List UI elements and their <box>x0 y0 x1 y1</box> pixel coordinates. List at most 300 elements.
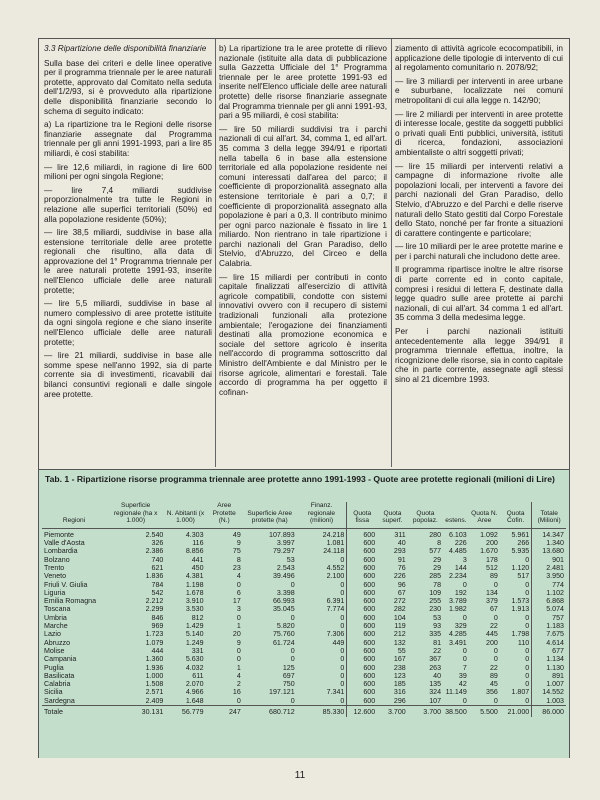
region-cell: Liguria <box>44 588 66 597</box>
table-header-row <box>42 502 566 528</box>
value-cell: 192 <box>454 588 467 597</box>
body-paragraph: a) La ripartizione tra le Regioni delle risorse finanziarie assegnate dal Programma triennale per gli anni 1991-1993, pari a lire 85 miliardi, è così stabilita: <box>44 120 212 158</box>
value-cell: 6.103 <box>449 530 467 539</box>
value-cell: 0 <box>525 580 530 589</box>
value-cell: 1.360 <box>145 655 164 664</box>
value-cell: 600 <box>347 688 377 696</box>
value-cell: 1.000 <box>145 671 164 680</box>
value-cell: 2.409 <box>145 696 164 705</box>
value-cell: 5.500 <box>469 706 500 718</box>
value-cell: 230 <box>429 605 442 614</box>
value-cell: 8 <box>437 539 442 548</box>
value-cell: 67 <box>489 605 498 614</box>
value-cell: 14.552 <box>532 688 566 696</box>
value-cell: 1.120 <box>511 563 530 572</box>
value-cell: 784 <box>151 580 164 589</box>
value-cell: 96 <box>397 580 406 589</box>
value-cell: 444 <box>151 646 164 655</box>
column-header: Finanz. regionale (milioni) <box>297 502 347 528</box>
table-row <box>42 572 566 580</box>
data-table <box>42 502 566 717</box>
region-cell: Puglia <box>44 663 64 672</box>
value-cell: 5.820 <box>276 622 295 631</box>
value-cell: 226 <box>393 572 406 581</box>
value-cell: 167 <box>393 655 406 664</box>
region-cell: Calabria <box>44 680 71 689</box>
value-cell: 75.760 <box>272 630 295 639</box>
value-cell: 212 <box>393 630 406 639</box>
table-row <box>42 697 566 706</box>
value-cell: 35.045 <box>272 605 295 614</box>
value-cell: 0 <box>525 680 530 689</box>
value-cell: 1.798 <box>511 630 530 639</box>
value-cell: 0 <box>493 580 498 589</box>
table-row <box>42 589 566 597</box>
value-cell: 1.092 <box>480 530 498 539</box>
value-cell: 0 <box>236 646 241 655</box>
value-cell: 774 <box>532 581 566 589</box>
body-paragraph: — lire 2 miliardi per interventi in aree protette di interesse locale, gestite da soggetti pubblici o privati quali Enti pubblici, università, istituti di ricerca, fondazioni, associazioni ambientaliste o altri soggetti privati; <box>395 109 563 157</box>
value-cell: 39.496 <box>272 572 295 581</box>
value-cell: 1.936 <box>145 663 164 672</box>
value-cell: 600 <box>347 697 377 706</box>
body-paragraph: Per i parchi nazionali istituiti antecedentemente alla legge 394/91 il programma triennale effettua, inoltre, la ricognizione delle risorse, sia in conto capitale che in parte corrente, assegnate agli stessi sino al 21 dicembre 1993. <box>395 327 563 384</box>
value-cell: 0 <box>236 696 241 705</box>
value-cell: 6 <box>236 588 241 597</box>
value-cell: 296 <box>393 696 406 705</box>
column-header: Totale (Milioni) <box>532 502 566 528</box>
value-cell: 1.913 <box>511 605 530 614</box>
value-cell: 4 <box>236 572 241 581</box>
value-cell: 134 <box>486 588 498 597</box>
value-cell: 11.149 <box>445 688 467 697</box>
value-cell: 542 <box>151 588 164 597</box>
value-cell: 107.893 <box>269 530 295 539</box>
value-cell: 0 <box>340 646 345 655</box>
value-cell: 600 <box>347 547 377 555</box>
column-header: Quota Cofin. <box>500 502 532 528</box>
value-cell: 0 <box>525 588 530 597</box>
value-cell: 600 <box>347 528 377 539</box>
column-3 <box>395 44 563 462</box>
column-header: Superficie Aree protette (ha) <box>243 502 297 528</box>
value-cell: 266 <box>517 539 530 548</box>
value-cell: 331 <box>191 646 204 655</box>
value-cell: 1.134 <box>532 655 566 663</box>
value-cell: 600 <box>347 581 377 589</box>
value-cell: 89 <box>489 572 498 581</box>
value-cell: 81 <box>433 638 442 647</box>
value-cell: 1.003 <box>532 697 566 706</box>
page-number: 11 <box>294 770 306 781</box>
column-header: Aree Protette (N.) <box>206 502 243 528</box>
column-header: N. Abitanti (x 1.000) <box>165 502 205 528</box>
value-cell: 55 <box>397 646 406 655</box>
value-cell: 600 <box>347 572 377 580</box>
value-cell: 2.386 <box>145 547 164 556</box>
value-cell: 8 <box>236 555 241 564</box>
value-cell: 0 <box>493 655 498 664</box>
value-cell: 3.910 <box>185 597 204 606</box>
value-cell: 0 <box>290 655 295 664</box>
value-cell: 1.723 <box>145 630 164 639</box>
value-cell: 67 <box>397 588 406 597</box>
value-cell: 600 <box>347 639 377 647</box>
value-cell: 750 <box>282 680 295 689</box>
value-cell: 0 <box>462 646 467 655</box>
region-cell: Basilicata <box>44 671 75 680</box>
value-cell: 329 <box>454 622 467 631</box>
value-cell: 335 <box>429 630 442 639</box>
value-cell: 4.032 <box>185 663 204 672</box>
value-cell: 449 <box>332 638 345 647</box>
value-cell: 367 <box>429 655 442 664</box>
value-cell: 9 <box>236 638 241 647</box>
value-cell: 1.102 <box>532 589 566 597</box>
value-cell: 16 <box>232 688 241 697</box>
value-cell: 356 <box>486 688 498 697</box>
value-cell: 680.712 <box>243 706 297 718</box>
value-cell: 45 <box>489 680 498 689</box>
value-cell: 53 <box>433 613 442 622</box>
table-row <box>42 655 566 663</box>
value-cell: 577 <box>429 547 442 556</box>
value-cell: 1.807 <box>511 688 530 697</box>
value-cell: 0 <box>236 655 241 664</box>
value-cell: 185 <box>393 680 406 689</box>
value-cell: 86.000 <box>532 706 566 718</box>
table-row <box>42 680 566 688</box>
value-cell: 53 <box>286 555 295 564</box>
value-cell: 1.982 <box>449 605 467 614</box>
region-cell: Umbria <box>44 613 67 622</box>
value-cell: 600 <box>347 539 377 547</box>
value-cell: 66.993 <box>272 597 295 606</box>
value-cell: 677 <box>532 647 566 655</box>
value-cell: 2.234 <box>449 572 467 581</box>
value-cell: 1.130 <box>532 664 566 672</box>
value-cell: 14.347 <box>532 528 566 539</box>
value-cell: 621 <box>151 563 164 572</box>
value-cell: 4 <box>236 671 241 680</box>
value-cell: 178 <box>486 555 498 564</box>
column-header: Quota fissa <box>347 502 377 528</box>
value-cell: 38.500 <box>443 706 469 718</box>
value-cell: 21.000 <box>500 706 532 718</box>
value-cell: 0 <box>525 613 530 622</box>
table-row <box>42 630 566 638</box>
table-row <box>42 664 566 672</box>
value-cell: 22 <box>489 663 498 672</box>
value-cell: 39 <box>458 671 467 680</box>
value-cell: 0 <box>340 588 345 597</box>
table-row <box>42 539 566 547</box>
table-row <box>42 556 566 564</box>
value-cell: 12.600 <box>347 706 377 718</box>
value-cell: 8.856 <box>185 547 204 556</box>
value-cell: 1.678 <box>185 588 204 597</box>
value-cell: 2 <box>236 680 241 689</box>
region-cell: Piemonte <box>44 530 74 539</box>
value-cell: 600 <box>347 647 377 655</box>
value-cell: 7.306 <box>326 630 345 639</box>
value-cell: 1.836 <box>145 572 164 581</box>
value-cell: 600 <box>347 672 377 680</box>
value-cell: 441 <box>191 555 204 564</box>
value-cell: 324 <box>429 688 442 697</box>
column-header: Quota N. Aree <box>469 502 500 528</box>
value-cell: 2.481 <box>532 564 566 572</box>
table-row <box>42 614 566 622</box>
value-cell: 91 <box>397 555 406 564</box>
value-cell: 89 <box>489 671 498 680</box>
value-cell: 512 <box>486 563 498 572</box>
body-paragraph: — lire 5,5 miliardi, suddivise in base al numero complessivo di aree protette istituite da ogni singola regione e che siano inserite nell'Elenco ufficiale delle aree naturali protette; <box>44 299 212 347</box>
value-cell: 4.285 <box>449 630 467 639</box>
value-cell: 2.540 <box>145 530 164 539</box>
value-cell: 40 <box>433 671 442 680</box>
body-paragraph: — lire 38,5 miliardi, suddivise in base alla estensione territoriale delle aree protette regionali che risultino, alla data di approvazione del 1° Programma triennale per le aree naturali protette 1991-93, inserite nell'Elenco ufficiale delle aree naturali protette; <box>44 228 212 295</box>
body-paragraph: — lire 3 miliardi per interventi in aree urbane e suburbane, localizzate nei comuni metropolitani di cui alla legge n. 142/90; <box>395 76 563 105</box>
value-cell: 0 <box>290 580 295 589</box>
value-cell: 891 <box>532 672 566 680</box>
table-total-row <box>42 706 566 718</box>
value-cell: 2.100 <box>326 572 345 581</box>
value-cell: 1 <box>236 622 241 631</box>
value-cell: 2.070 <box>185 680 204 689</box>
column-header: Quota popolaz. <box>408 502 443 528</box>
value-cell: 740 <box>151 555 164 564</box>
value-cell: 0 <box>340 622 345 631</box>
value-cell: 24.218 <box>322 530 345 539</box>
value-cell: 0 <box>525 696 530 705</box>
value-cell: 23 <box>232 563 241 572</box>
value-cell: 0 <box>525 655 530 664</box>
value-cell: 600 <box>347 622 377 630</box>
value-cell: 600 <box>347 664 377 672</box>
value-cell: 0 <box>462 580 467 589</box>
value-cell: 20 <box>232 630 241 639</box>
column-divider <box>391 39 392 467</box>
table-row <box>42 605 566 613</box>
value-cell: 226 <box>454 539 467 548</box>
value-cell: 6.868 <box>532 597 566 605</box>
value-cell: 4.381 <box>185 572 204 581</box>
value-cell: 1.007 <box>532 680 566 688</box>
value-cell: 0 <box>525 663 530 672</box>
region-cell: Veneto <box>44 572 67 581</box>
text-columns <box>39 39 569 469</box>
region-cell: Emilia Romagna <box>44 597 97 606</box>
region-cell: Sicilia <box>44 688 63 697</box>
value-cell: 600 <box>347 556 377 564</box>
value-cell: 1 <box>236 663 241 672</box>
value-cell: 0 <box>236 613 241 622</box>
value-cell: 600 <box>347 655 377 663</box>
value-cell: 600 <box>347 564 377 572</box>
value-cell: 49 <box>232 530 241 539</box>
value-cell: 200 <box>486 638 498 647</box>
column-header: Superficie regionale (ha x 1.000) <box>106 502 165 528</box>
value-cell: 280 <box>429 530 442 539</box>
value-cell: 311 <box>394 530 406 539</box>
value-cell: 0 <box>462 655 467 664</box>
body-paragraph: b) La ripartizione tra le aree protette di rilievo nazionale (istituite alla data di pubblicazione sulla Gazzetta Ufficiale del 1° Programma triennale per le aree protette 1991-93 ed inserite nell'Elenco ufficiale delle aree naturali protette) delle risorse finanziarie assegnate dal Programma triennale per gli anni 1991-93, pari a 95 miliardi, è così stabilita: <box>219 44 387 121</box>
value-cell: 9 <box>236 539 241 548</box>
value-cell: 132 <box>393 638 406 647</box>
value-cell: 40 <box>397 539 406 548</box>
column-header: estens. <box>443 502 469 528</box>
value-cell: 3.789 <box>449 597 467 606</box>
table-row <box>42 672 566 680</box>
value-cell: 697 <box>282 671 295 680</box>
value-cell: 0 <box>493 646 498 655</box>
value-cell: 85.330 <box>297 706 347 718</box>
table-panel <box>39 469 569 758</box>
value-cell: 1.079 <box>145 638 164 647</box>
value-cell: 247 <box>206 706 243 718</box>
value-cell: 0 <box>290 696 295 705</box>
value-cell: 5.140 <box>185 630 204 639</box>
value-cell: 0 <box>340 613 345 622</box>
body-paragraph: — lire 50 miliardi suddivisi tra i parchi nazionali di cui all'art. 34, comma 1, ed all'art. 35 comma 3 della legge 394/91 e riportati nella tabella 6 in base alla estensione territoriale ed alla popolazione residente nei comuni interessati dall'area del parco; il coefficiente di proporzionalità assegnato alla estensione territoriale è pari a 0,7; il coefficiente di proporzionalità assegnato alla popolazione è pari a 0,3. Il contributo minimo per ogni parco nazionale è fissato in lire 1 miliardo. Non rientrano in tale ripartizione i parchi nazionali del Gran Paradiso, dello Stelvio, d'Abruzzo, del Circeo e della Calabria. <box>219 124 387 269</box>
region-cell: Toscana <box>44 605 71 614</box>
region-cell: Friuli V. Giulia <box>44 580 88 589</box>
column-1 <box>44 44 212 462</box>
body-paragraph: — lire 21 miliardi, suddivise in base alle somme spese nell'anno 1992, sia di parte corrente sia di investimenti, ricavabili dai bilanci consuntivi regionali e dalle singole aree protette. <box>44 351 212 399</box>
region-cell: Sardegna <box>44 696 75 705</box>
value-cell: 0 <box>493 696 498 705</box>
value-cell: 600 <box>347 614 377 622</box>
value-cell: 5.630 <box>185 655 204 664</box>
body-paragraph: — lire 12,6 miliardi, in ragione di lire 600 milioni per ogni singola Regione; <box>44 162 212 182</box>
value-cell: 272 <box>393 597 406 606</box>
value-cell: 144 <box>454 563 467 572</box>
value-cell: 0 <box>340 696 345 705</box>
value-cell: 0 <box>290 646 295 655</box>
table-row <box>42 581 566 589</box>
value-cell: 0 <box>525 671 530 680</box>
value-cell: 0 <box>340 580 345 589</box>
value-cell: 238 <box>393 663 406 672</box>
value-cell: 4.966 <box>185 688 204 697</box>
value-cell: 116 <box>192 539 204 548</box>
region-cell: Bolzano <box>44 555 70 564</box>
value-cell: 3.398 <box>276 588 295 597</box>
value-cell: 61.724 <box>272 638 295 647</box>
region-cell: Molise <box>44 646 65 655</box>
value-cell: 7 <box>462 663 467 672</box>
region-cell: Trento <box>44 563 65 572</box>
value-cell: 2.299 <box>145 605 164 614</box>
value-cell: 4.552 <box>326 563 345 572</box>
value-cell: 17 <box>232 597 241 606</box>
value-cell: 1.198 <box>185 580 204 589</box>
body-paragraph: — lire 7,4 miliardi suddivise proporzionalmente tra tutte le Regioni in relazione alle superfici territoriali (50%) ed alla popolazione residente (50%); <box>44 185 212 224</box>
table-row <box>42 647 566 655</box>
body-paragraph: Sulla base dei criteri e delle linee operative per il programma triennale per le aree naturali protette, approvato dal Comitato nella seduta dell'1/2/93, si è provveduto alla ripartizione delle disponibilità finanziarie secondo lo schema di seguito indicato: <box>44 58 212 116</box>
value-cell: 1.648 <box>185 696 204 705</box>
value-cell: 1.340 <box>532 539 566 547</box>
value-cell: 0 <box>525 555 530 564</box>
value-cell: 5.935 <box>511 547 530 556</box>
value-cell: 7.675 <box>532 630 566 638</box>
value-cell: 42 <box>458 680 467 689</box>
value-cell: 263 <box>429 663 442 672</box>
value-cell: 107 <box>429 696 442 705</box>
region-cell: Campania <box>44 655 77 664</box>
value-cell: 0 <box>493 613 498 622</box>
region-cell: Lombardia <box>44 547 78 556</box>
value-cell: 0 <box>525 622 530 631</box>
value-cell: 600 <box>347 605 377 613</box>
value-cell: 517 <box>517 572 530 581</box>
body-paragraph: — lire 15 miliardi per interventi relativi a campagne di informazione rivolte alle popolazioni locali, per interventi a favore dei parchi nazionali del Gran Paradiso, dello Stelvio, d'Abruzzo e del Parchi e delle riserve naturali dello Stato gestiti dal Corpo Forestale dello Stato, nonché per far fronte a situazioni di carattere contingente e particolare; <box>395 161 563 238</box>
value-cell: 611 <box>192 671 204 680</box>
value-cell: 316 <box>393 688 406 697</box>
value-cell: 846 <box>151 613 164 622</box>
value-cell: 600 <box>347 597 377 605</box>
value-cell: 125 <box>282 663 295 672</box>
value-cell: 2.571 <box>145 688 164 697</box>
value-cell: 445 <box>486 630 498 639</box>
value-cell: 450 <box>191 563 204 572</box>
value-cell: 56.779 <box>165 706 205 718</box>
value-cell: 3.700 <box>408 706 443 718</box>
value-cell: 75 <box>232 547 241 556</box>
value-cell: 2.543 <box>276 563 295 572</box>
value-cell: 326 <box>151 539 164 548</box>
value-cell: 969 <box>151 622 164 631</box>
value-cell: 282 <box>393 605 406 614</box>
region-cell: Abruzzo <box>44 638 71 647</box>
value-cell: 0 <box>290 613 295 622</box>
value-cell: 0 <box>462 696 467 705</box>
value-cell: 119 <box>394 622 406 631</box>
value-cell: 6.391 <box>326 597 345 606</box>
value-cell: 0 <box>462 613 467 622</box>
value-cell: 2.212 <box>145 597 164 606</box>
value-cell: 29 <box>433 563 442 572</box>
value-cell: 30.131 <box>106 706 165 718</box>
page-frame <box>38 38 570 758</box>
table-title: Tab. 1 - Ripartizione risorse programma triennale aree protette anno 1991-1993 - Quote aree protette regionali (milioni di Lire) <box>45 474 555 484</box>
value-cell: 200 <box>486 539 498 548</box>
table-row <box>42 597 566 605</box>
value-cell: 24.118 <box>323 547 345 556</box>
table-row <box>42 564 566 572</box>
value-cell: 757 <box>532 614 566 622</box>
value-cell: 78 <box>433 580 442 589</box>
value-cell: 76 <box>397 563 406 572</box>
value-cell: 1.081 <box>326 539 345 548</box>
value-cell: 0 <box>236 580 241 589</box>
body-paragraph: Il programma ripartisce inoltre le altre risorse di parte corrente ed in conto capitale, compresi i residui di lettera F, destinate dalla legge quadro sulle aree protette ai parchi nazionali, di cui all'art. 34 comma 1 ed all'art. 35 comma 3 della medesima legge. <box>395 265 563 323</box>
value-cell: 0 <box>525 646 530 655</box>
value-cell: 4.303 <box>185 530 204 539</box>
value-cell: 3 <box>462 555 467 564</box>
body-paragraph: ziamento di attività agricole ecocompatibili, in applicazione delle tipologie di intervento di cui al regolamento comunitario n. 2078/92; <box>395 44 563 73</box>
value-cell: 22 <box>433 646 442 655</box>
value-cell: 7.341 <box>326 688 345 697</box>
value-cell: 29 <box>433 555 442 564</box>
region-cell: Lazio <box>44 630 61 639</box>
value-cell: 600 <box>347 630 377 638</box>
value-cell: 1.249 <box>185 638 204 647</box>
value-cell: 0 <box>340 671 345 680</box>
value-cell: 109 <box>429 588 442 597</box>
column-divider <box>215 39 216 467</box>
